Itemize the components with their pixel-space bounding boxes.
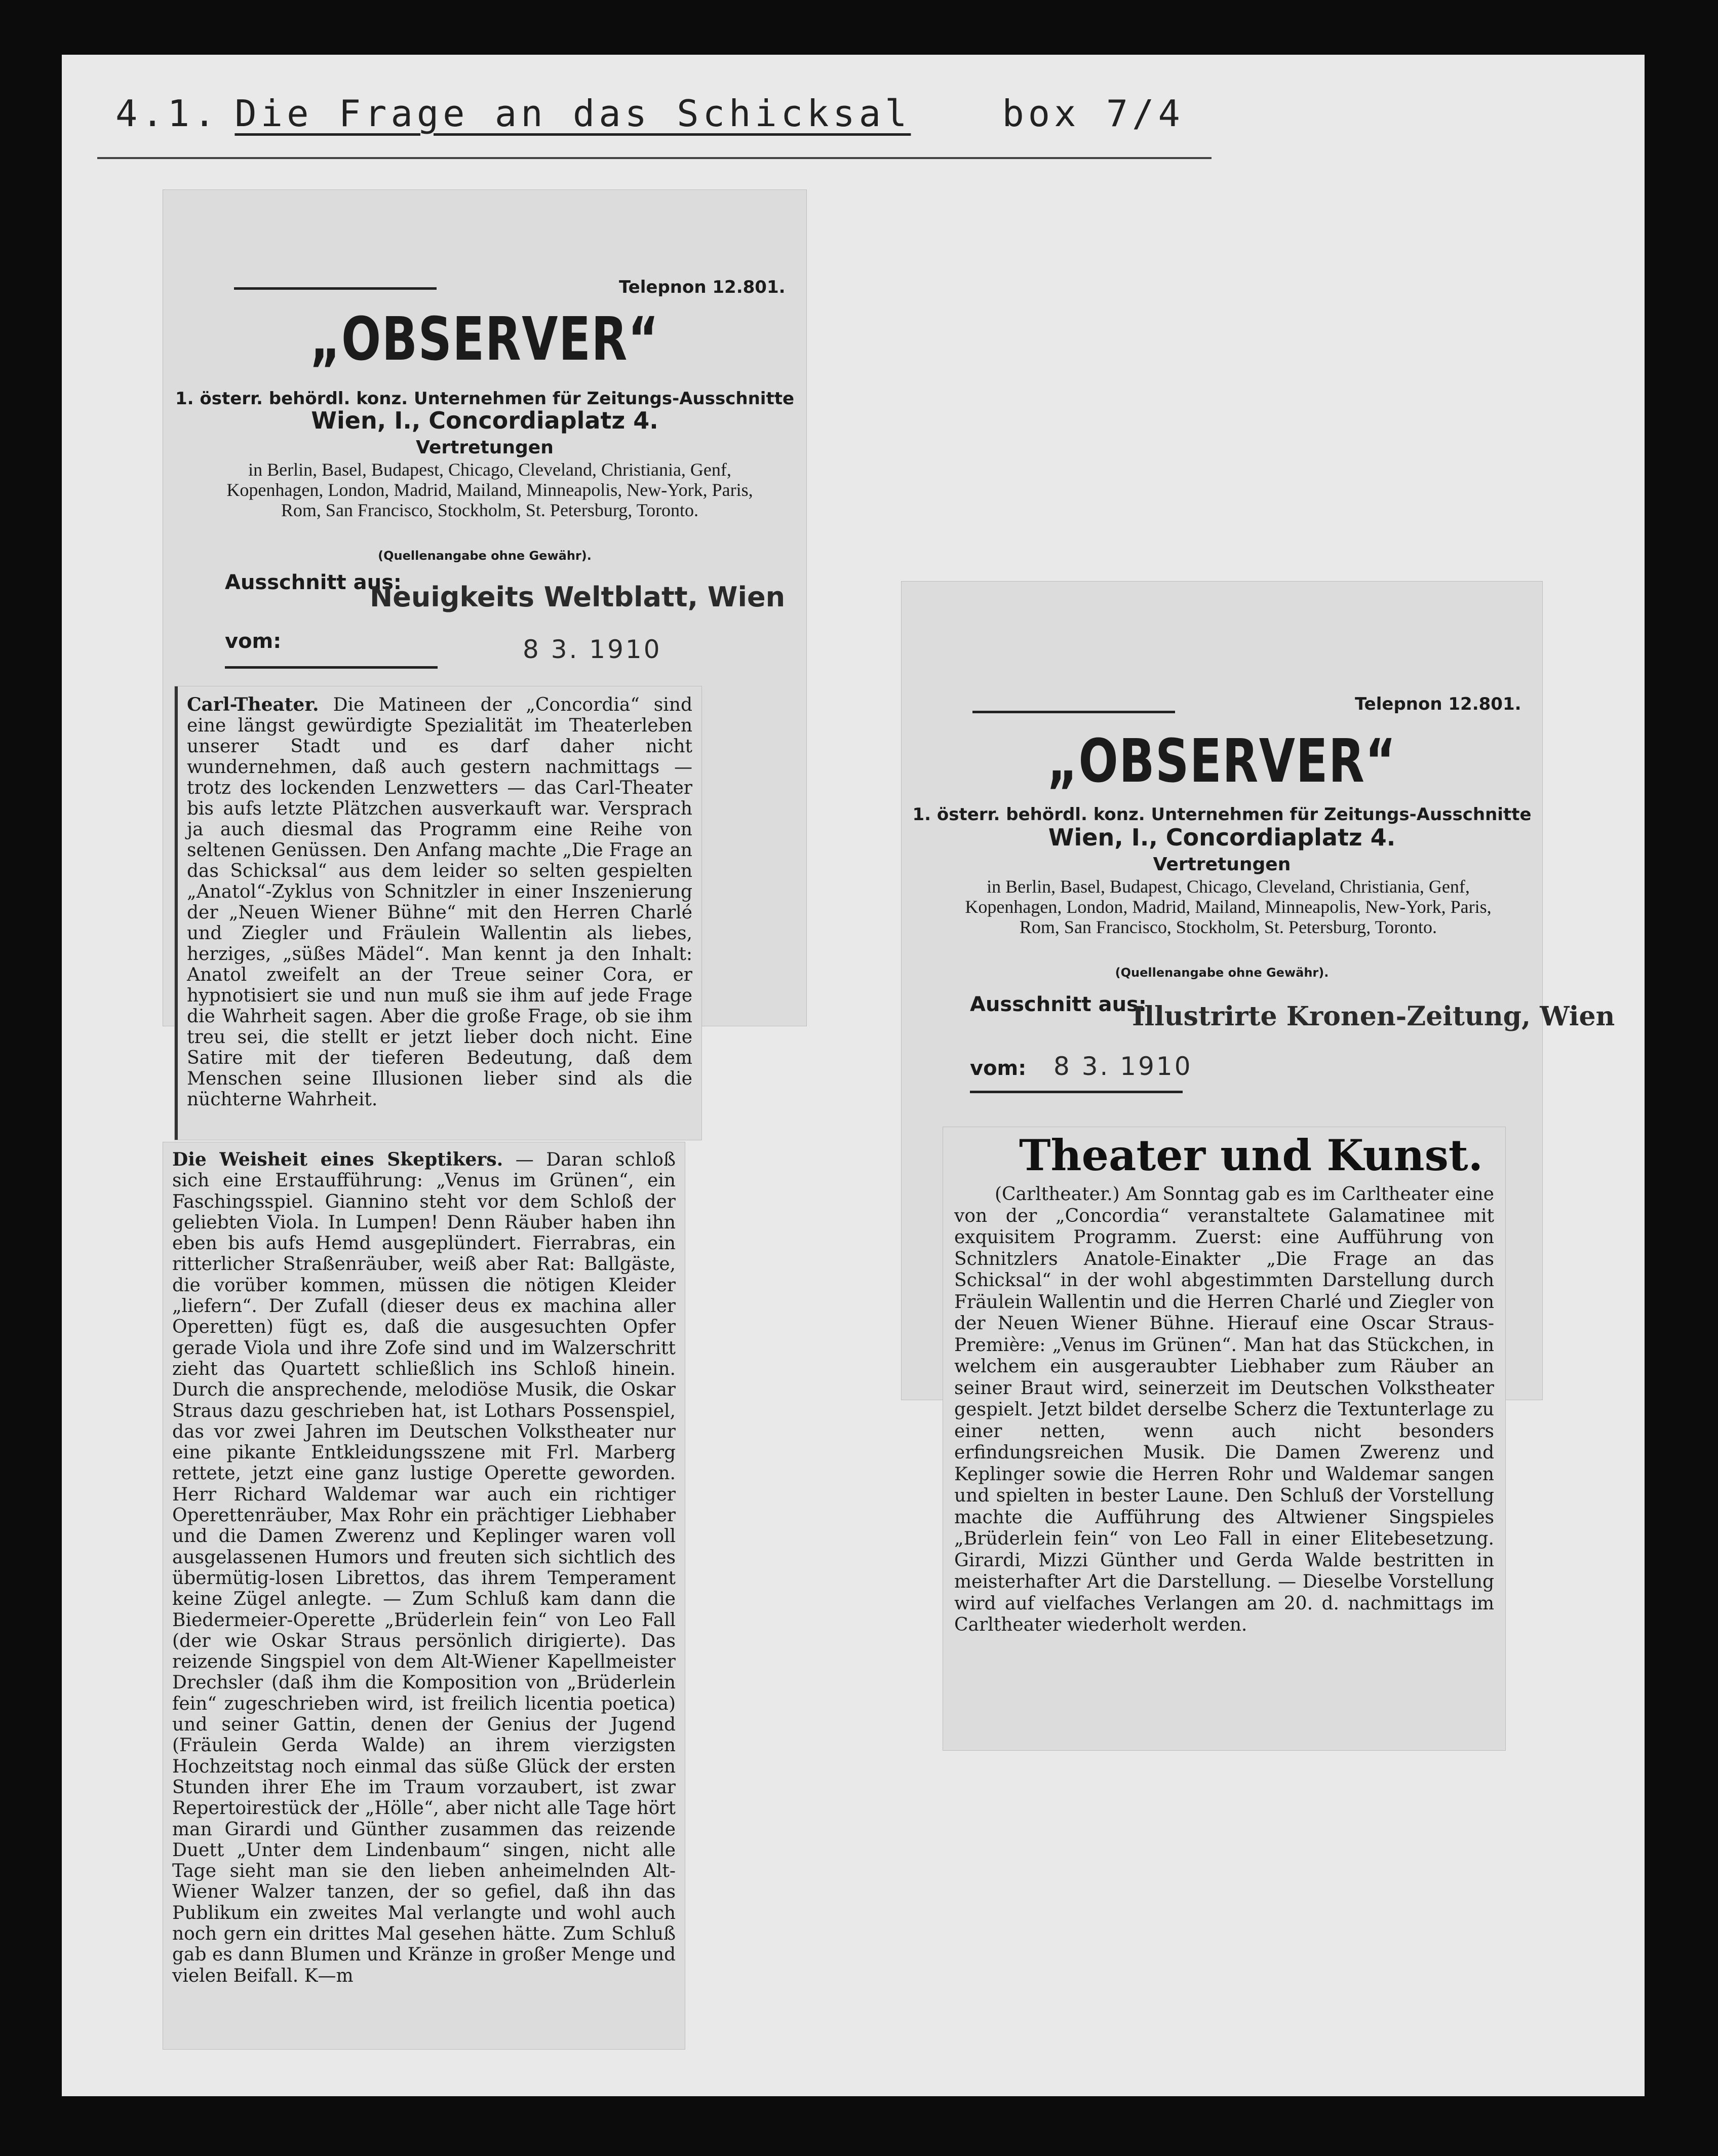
article-heading: Die Weisheit eines Skeptikers.: [172, 1149, 503, 1170]
section-number: 4.1.: [115, 92, 220, 135]
file-title: Die Frage an das Schicksal: [235, 92, 911, 135]
top-rule: [972, 711, 1175, 713]
observer-brand: „OBSERVER“: [1047, 726, 1397, 796]
signature: K—m: [304, 1965, 354, 1986]
ausschnitt-label: Ausschnitt aus:: [225, 571, 402, 594]
article-carl-theater: [175, 686, 701, 1140]
vom-rule: [225, 666, 438, 669]
quellen-note: (Quellenangabe ohne Gewähr).: [378, 549, 592, 563]
quellen-note: (Quellenangabe ohne Gewähr).: [1115, 966, 1329, 980]
source-stamp: Illustrirte Kronen-Zeitung, Wien: [1132, 1001, 1615, 1032]
address-line: Wien, I., Concordiaplatz 4.: [311, 407, 658, 434]
observer-brand: „OBSERVER“: [309, 304, 659, 374]
top-rule: [234, 287, 437, 290]
vom-label: vom:: [970, 1057, 1027, 1080]
file-header: [115, 92, 1184, 135]
date-stamp: 8 3. 1910: [1053, 1052, 1193, 1081]
box-label: box 7/4: [1002, 92, 1184, 135]
source-stamp: Neuigkeits Weltblatt, Wien: [370, 581, 786, 613]
company-line: 1. österr. behördl. konz. Unternehmen für Zeitungs-Ausschnitte: [912, 804, 1532, 825]
article-heading: Carl-Theater.: [187, 694, 319, 715]
address-line: Wien, I., Concordiaplatz 4.: [1048, 824, 1396, 851]
header-rule: [97, 157, 1212, 159]
article-theater-und-kunst: [943, 1127, 1505, 1750]
vom-label: vom:: [225, 630, 282, 653]
cities-list: in Berlin, Basel, Budapest, Chicago, Cleveland, Christiania, Genf, Kopenhagen, London, Madrid, Mailand, Minneapolis, New-York, Paris, Rom, San Francisco, Stockholm, St. Petersburg, Toronto.: [965, 876, 1492, 937]
article-title: Theater und Kunst.: [1019, 1130, 1483, 1180]
cities-list: in Berlin, Basel, Budapest, Chicago, Cleveland, Christiania, Genf, Kopenhagen, London, Madrid, Mailand, Minneapolis, New-York, Paris, Rom, San Francisco, Stockholm, St. Petersburg, Toronto.: [226, 459, 753, 520]
article-weisheit: [163, 1142, 685, 2049]
vom-rule: [970, 1091, 1183, 1093]
ausschnitt-label: Ausschnitt aus:: [970, 993, 1147, 1016]
article-body: (Carltheater.) Am Sonntag gab es im Carltheater eine von der „Concordia“ veranstaltete Galamatinee mit exquisitem Programm. Zuerst: eine Aufführung von Schnitzlers Anatole-Einakter „Die Frage an das Schicksal“ in der wohl abgestimmten Darstellung durch Fräulein Wallentin und die Herren Charlé und Ziegler von der Neuen Wiener Bühne. Hierauf eine Oscar Straus-Première: „Venus im Grünen“. Man hat das Stückchen, in welchem ein ausgeraubter Liebhaber zum Räuber an seiner Braut wird, seinerzeit im Deutschen Volkstheater gespielt. Jetzt bildet derselbe Scherz die Textunterlage zu einer netten, wenn auch nicht besonders erfindungsreichen Musik. Die Damen Zwerenz und Keplinger sowie die Herren Rohr und Waldemar sangen und spielten in bester Laune. Den Schluß der Vorstellung machte die Aufführung des Altwiener Singspieles „Brüderlein fein“ von Leo Fall in einer Elitebesetzung. Girardi, Mizzi Günther und Gerda Walde bestritten in meisterhafter Art die Darstellung. — Dieselbe Vorstellung wird auf vielfaches Verlangen am 20. d. nachmittags im Carltheater wiederholt werden.: [954, 1184, 1494, 1635]
article-body: Die Matineen der „Concordia“ sind eine längst gewürdigte Spezialität im Theaterleben unserer Stadt und es darf daher nicht wundernehmen, daß auch gestern nachmittags — trotz des lockenden Lenzwetters — das Carl-Theater bis aufs letzte Plätzchen ausverkauft war. Versprach ja auch diesmal das Programm eine Reihe von seltenen Genüssen. Den Anfang machte „Die Frage an das Schicksal“ aus dem leider so selten gespielten „Anatol“-Zyklus von Schnitzler in einer Inszenierung der „Neuen Wiener Bühne“ mit den Herren Charlé und Ziegler und Fräulein Wallentin als liebes, herziges, „süßes Mädel“. Man kennt ja den Inhalt: Anatol zweifelt an der Treue seiner Cora, er hypnotisiert sie und nun muß sie ihm auf jede Frage die Wahrheit sagen. Aber die große Frage, ob sie ihm treu sei, die stellt er jetzt lieber doch nicht. Eine Satire mit der tieferen Bedeutung, daß dem Menschen seine Illusionen lieber sind als die nüchterne Wahrheit.: [187, 695, 692, 1110]
article-body: — Daran schloß sich eine Erstaufführung: „Venus im Grünen“, ein Faschingsspiel. Giannino steht vor dem Schloß der geliebten Viola. In Lumpen! Denn Räuber haben ihn eben bis aufs Hemd ausgeplündert. Fierrabras, ein ritterlicher Straßenräuber, weiß aber Rat: Ballgäste, die vorüber kommen, müssen die nötigen Kleider „liefern“. Der Zufall (dieser deus ex machina aller Operetten) fügt es, daß die ausgesuchten Opfer gerade Viola und ihre Zofe sind und im Walzerschritt zieht das Quartett schließlich ins Schloß hinein. Durch die ansprechende, melodiöse Musik, die Oskar Straus dazu geschrieben hat, ist Lothars Possenspiel, das vor zwei Jahren im Deutschen Volkstheater nur eine pikante Entkleidungsszene mit Frl. Marberg rettete, jetzt eine ganz lustige Operette geworden. Herr Richard Waldemar war auch ein richtiger Operettenräuber, Max Rohr ein prächtiger Liebhaber und die Damen Zwerenz und Keplinger waren voll ausgelassenen Humors und freuten sich sichtlich des übermütig-losen Librettos, das ihrem Temperament keine Zügel anlegte. — Zum Schluß kam dann die Biedermeier-Operette „Brüderlein fein“ von Leo Fall (der wie Oskar Straus persönlich dirigierte). Das reizende Singspiel von dem Alt-Wiener Kapellmeister Drechsler (daß ihm die Komposition von „Brüderlein fein“ zugeschrieben wird, ist freilich licentia poetica) und seiner Gattin, denen der Genius der Jugend (Fräulein Gerda Walde) an ihrem vierzigsten Hochzeitstag noch einmal das süße Glück der ersten Stunden ihrer Ehe im Traum vorzaubert, ist zwar Repertoirestück der „Hölle“, aber nicht alle Tage hört man Girardi und Günther zusammen das reizende Duett „Unter dem Lindenbaum“ singen, nicht alle Tage sieht man sie den lieben anheimelnden Alt-Wiener Walzer tanzen, der so gefiel, daß ihn das Publikum ein zweites Mal verlangte und wohl auch noch gern ein drittes Mal gesehen hätte. Zum Schluß gab es dann Blumen und Kränze in großer Menge und vielen Beifall.: [172, 1149, 676, 1986]
vertretungen-heading: Vertretungen: [416, 437, 554, 458]
telephone: Telepnon 12.801.: [619, 277, 786, 297]
date-stamp: 8 3. 1910: [523, 635, 662, 664]
telephone: Telepnon 12.801.: [1355, 694, 1521, 714]
company-line: 1. österr. behördl. konz. Unternehmen für Zeitungs-Ausschnitte: [175, 389, 795, 409]
vertretungen-heading: Vertretungen: [1153, 854, 1291, 875]
